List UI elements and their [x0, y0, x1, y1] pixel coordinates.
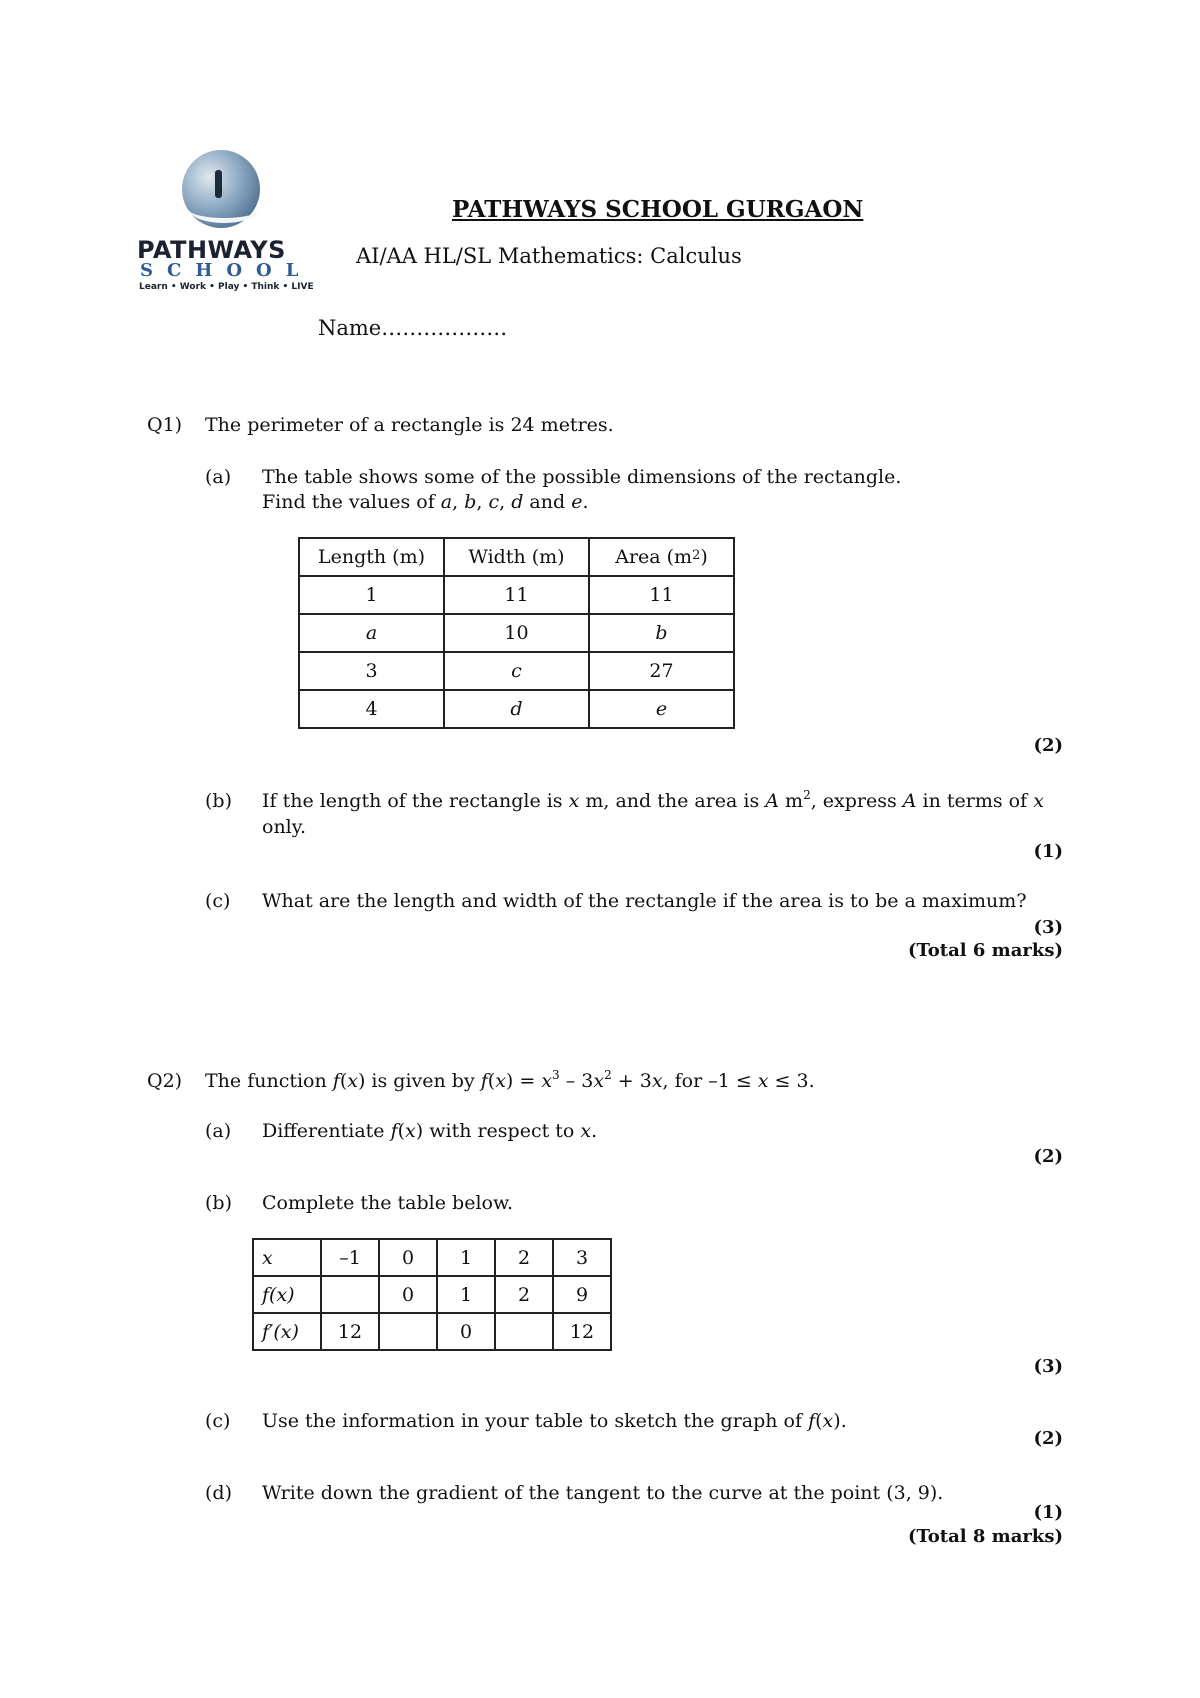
- row-label-fx: f(x): [253, 1276, 321, 1313]
- table-cell: a: [299, 614, 444, 652]
- table-cell: c: [444, 652, 589, 690]
- table-cell: 12: [321, 1313, 379, 1350]
- header-area: Area $(m^2)$: [589, 538, 734, 576]
- table-cell: 0: [379, 1239, 437, 1276]
- q1c-text: What are the length and width of the rectangle if the area is to be a maximum?: [262, 890, 1027, 912]
- surfer-figure: [215, 170, 222, 198]
- header-width: Width (m): [444, 538, 589, 576]
- q2d-label: (d): [205, 1482, 232, 1504]
- table-cell: e: [589, 690, 734, 728]
- table-cell: 0: [379, 1276, 437, 1313]
- q2c-marks: (2): [1033, 1428, 1063, 1449]
- q1b-text-line1: If the length of the rectangle is x m, and the area is A $m^2$, express A in terms of x: [262, 788, 1044, 812]
- table-cell: 10: [444, 614, 589, 652]
- row-label-fpx: f′(x): [253, 1313, 321, 1350]
- q2-total-marks: (Total 8 marks): [907, 1526, 1063, 1547]
- q1-number: Q1): [147, 414, 183, 436]
- q1a-label: (a): [205, 466, 232, 488]
- table-cell: 9: [553, 1276, 611, 1313]
- table-cell-blank[interactable]: [321, 1276, 379, 1313]
- q1b-marks: (1): [1033, 841, 1063, 862]
- logo-tagline: Learn • Work • Play • Think • LIVE: [139, 282, 314, 292]
- table-row: [299, 614, 734, 652]
- q2-stem: The function f(x) is given by $f(x) = x^3 - 3x^2 + 3x$, for –1 ≤ x ≤ 3.: [205, 1068, 815, 1092]
- table-cell: 1: [437, 1276, 495, 1313]
- q2b-marks: (3): [1033, 1356, 1063, 1377]
- q1a-text-line1: The table shows some of the possible dimensions of the rectangle.: [262, 466, 902, 488]
- table-header-row: [299, 538, 734, 576]
- table-cell: b: [589, 614, 734, 652]
- table-cell: 2: [495, 1239, 553, 1276]
- table-row-x: [253, 1239, 611, 1276]
- table-row: [299, 690, 734, 728]
- q1a-text-line2: Find the values of a, b, c, d and e.: [262, 491, 589, 513]
- function-table: [252, 1238, 612, 1351]
- table-row: [299, 576, 734, 614]
- table-cell: 1: [299, 576, 444, 614]
- table-cell: –1: [321, 1239, 379, 1276]
- q1a-marks: (2): [1033, 735, 1063, 756]
- q1-total-marks: (Total 6 marks): [907, 940, 1063, 961]
- logo-subword: SCHOOL: [140, 260, 313, 281]
- table-row: [299, 652, 734, 690]
- q2c-text: Use the information in your table to sketch the graph of f(x).: [262, 1410, 847, 1432]
- dimensions-table: [298, 537, 735, 729]
- wave-swoosh: [189, 196, 259, 223]
- q1-stem: The perimeter of a rectangle is 24 metres.: [205, 414, 614, 436]
- q2d-text: Write down the gradient of the tangent to the curve at the point (3, 9).: [262, 1482, 944, 1504]
- q2-number: Q2): [147, 1070, 183, 1092]
- table-cell: 12: [553, 1313, 611, 1350]
- subject-title: AI/AA HL/SL Mathematics: Calculus: [356, 244, 742, 268]
- q1c-marks: (3): [1033, 917, 1063, 938]
- table-cell: 0: [437, 1313, 495, 1350]
- q2a-marks: (2): [1033, 1146, 1063, 1167]
- header-length: Length (m): [299, 538, 444, 576]
- q1b-label: (b): [205, 790, 232, 812]
- q2b-text: Complete the table below.: [262, 1192, 514, 1214]
- table-cell-blank[interactable]: [379, 1313, 437, 1350]
- table-cell: 11: [444, 576, 589, 614]
- school-logo: [137, 150, 317, 290]
- table-cell: 3: [299, 652, 444, 690]
- q2b-label: (b): [205, 1192, 232, 1214]
- table-cell: 27: [589, 652, 734, 690]
- school-title: PATHWAYS SCHOOL GURGAON: [452, 196, 864, 223]
- table-cell: d: [444, 690, 589, 728]
- table-cell: 3: [553, 1239, 611, 1276]
- table-row-fpx: [253, 1313, 611, 1350]
- table-cell: 11: [589, 576, 734, 614]
- name-field[interactable]: Name………………: [318, 316, 508, 340]
- table-cell: 2: [495, 1276, 553, 1313]
- q2d-marks: (1): [1033, 1502, 1063, 1523]
- table-row-fx: [253, 1276, 611, 1313]
- table-cell-blank[interactable]: [495, 1313, 553, 1350]
- table-cell: 1: [437, 1239, 495, 1276]
- table-cell: 4: [299, 690, 444, 728]
- q1c-label: (c): [205, 890, 231, 912]
- logo-wordmark: PATHWAYS: [137, 236, 286, 264]
- q1b-text-line2: only.: [262, 816, 307, 838]
- row-label-x: x: [253, 1239, 321, 1276]
- q2a-label: (a): [205, 1120, 232, 1142]
- q2a-text: Differentiate f(x) with respect to x.: [262, 1120, 598, 1142]
- q2c-label: (c): [205, 1410, 231, 1432]
